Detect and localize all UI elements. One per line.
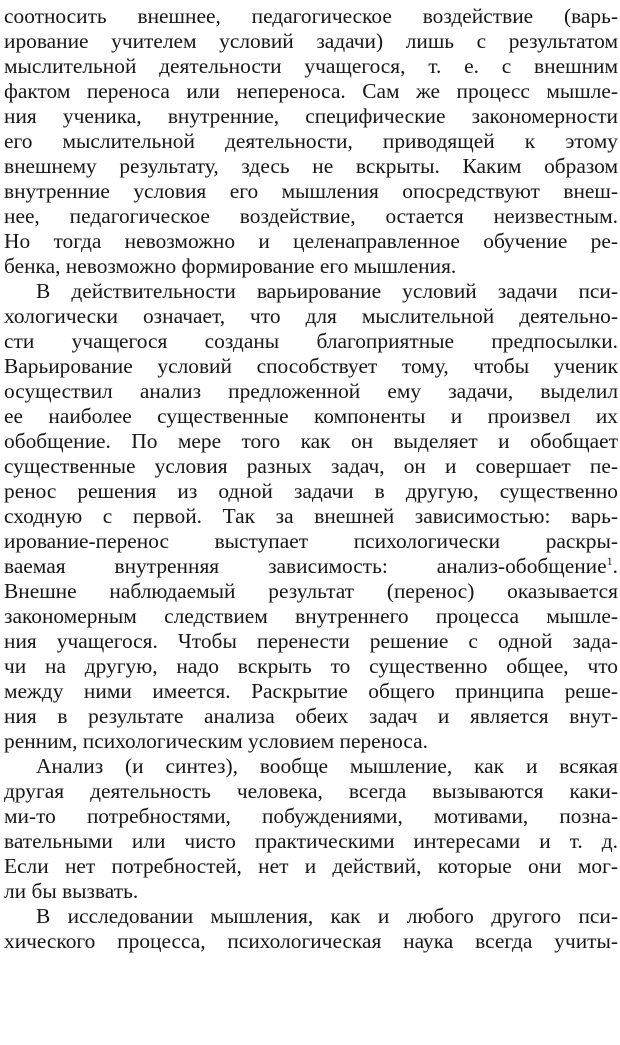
text-line: ирование учителем условий задачи) лишь с результатом [4,29,618,53]
text-line: чи на другую, надо вскрыть то существенно общее, что [4,654,618,678]
text-line: сходную с первой. Так за внешней зависимостью: варь- [4,504,618,528]
text-line-with-footnote: ваемая внутренняя зависимость: анализ-обобщение$^1$. [4,554,618,578]
text-line: между ними имеется. Раскрытие общего принципа реше- [4,679,618,703]
text-line: Внешне наблюдаемый результат (перенос) оказывается [4,579,618,603]
text-line: ния в результате анализа обеих задач и является внут- [4,704,618,728]
text-line: ее наиболее существенные компоненты и произвел их [4,404,618,428]
text-line: закономерным следствием внутреннего процесса мышле- [4,604,618,628]
text-line: внешнему результату, здесь не вскрыты. Каким образом [4,154,618,178]
text-line: ренос решения из одной задачи в другую, существенно [4,479,618,503]
text-line: обобщение. По мере того как он выделяет и обобщает [4,429,618,453]
text-line: внутренние условия его мышления опосредствуют внеш- [4,179,618,203]
text-line: Если нет потребностей, нет и действий, которые они мог- [4,854,618,878]
text-line: мыслительной деятельности учащегося, т. е. с внешним [4,54,618,78]
text-line: осуществил анализ предложенной ему задачи, выделил [4,379,618,403]
text-line: бенка, невозможно формирование его мышления. [4,254,457,278]
text-line: сти учащегося созданы благоприятные предпосылки. [4,329,618,353]
text-line: В исследовании мышления, как и любого другого пси- [36,904,618,928]
text-line-body: ваемая внутренняя зависимость: анализ-обобщение [4,554,607,578]
text-line: фактом переноса или непереноса. Сам же процесс мышле- [4,79,618,103]
text-line: ния учащегося. Чтобы перенести решение с одной зада- [4,629,618,653]
footnote-marker: 1 [606,554,613,568]
text-line: Варьирование условий способствует тому, чтобы ученик [4,354,618,378]
text-line: Но тогда невозможно и целенаправленное обучение ре- [4,229,618,253]
text-line: ния ученика, внутренние, специфические закономерности [4,104,618,128]
text-line: нее, педагогическое воздействие, остается неизвестным. [4,204,618,228]
text-line: его мыслительной деятельности, приводящей к этому [4,129,618,153]
text-line: ли бы вызвать. [4,879,139,903]
text-line: хического процесса, психологическая наука всегда учиты- [4,929,618,953]
text-line: соотносить внешнее, педагогическое воздействие (варь- [4,4,618,28]
text-line: Анализ (и синтез), вообще мышление, как и всякая [36,754,618,778]
text-line: ренним, психологическим условием переноса. [4,729,428,753]
text-line: другая деятельность человека, всегда вызываются каки- [4,779,618,803]
text-line: хологически означает, что для мыслительной деятельно- [4,304,618,328]
text-line: В действительности варьирование условий задачи пси- [36,279,618,303]
text-line: вательными или чисто практическими интересами и т. д. [4,829,618,853]
text-line: ирование-перенос выступает психологически раскры- [4,529,618,553]
text-line: существенные условия разных задач, он и совершает пе- [4,454,618,478]
text-line: ми-то потребностями, побуждениями, мотивами, позна- [4,804,618,828]
